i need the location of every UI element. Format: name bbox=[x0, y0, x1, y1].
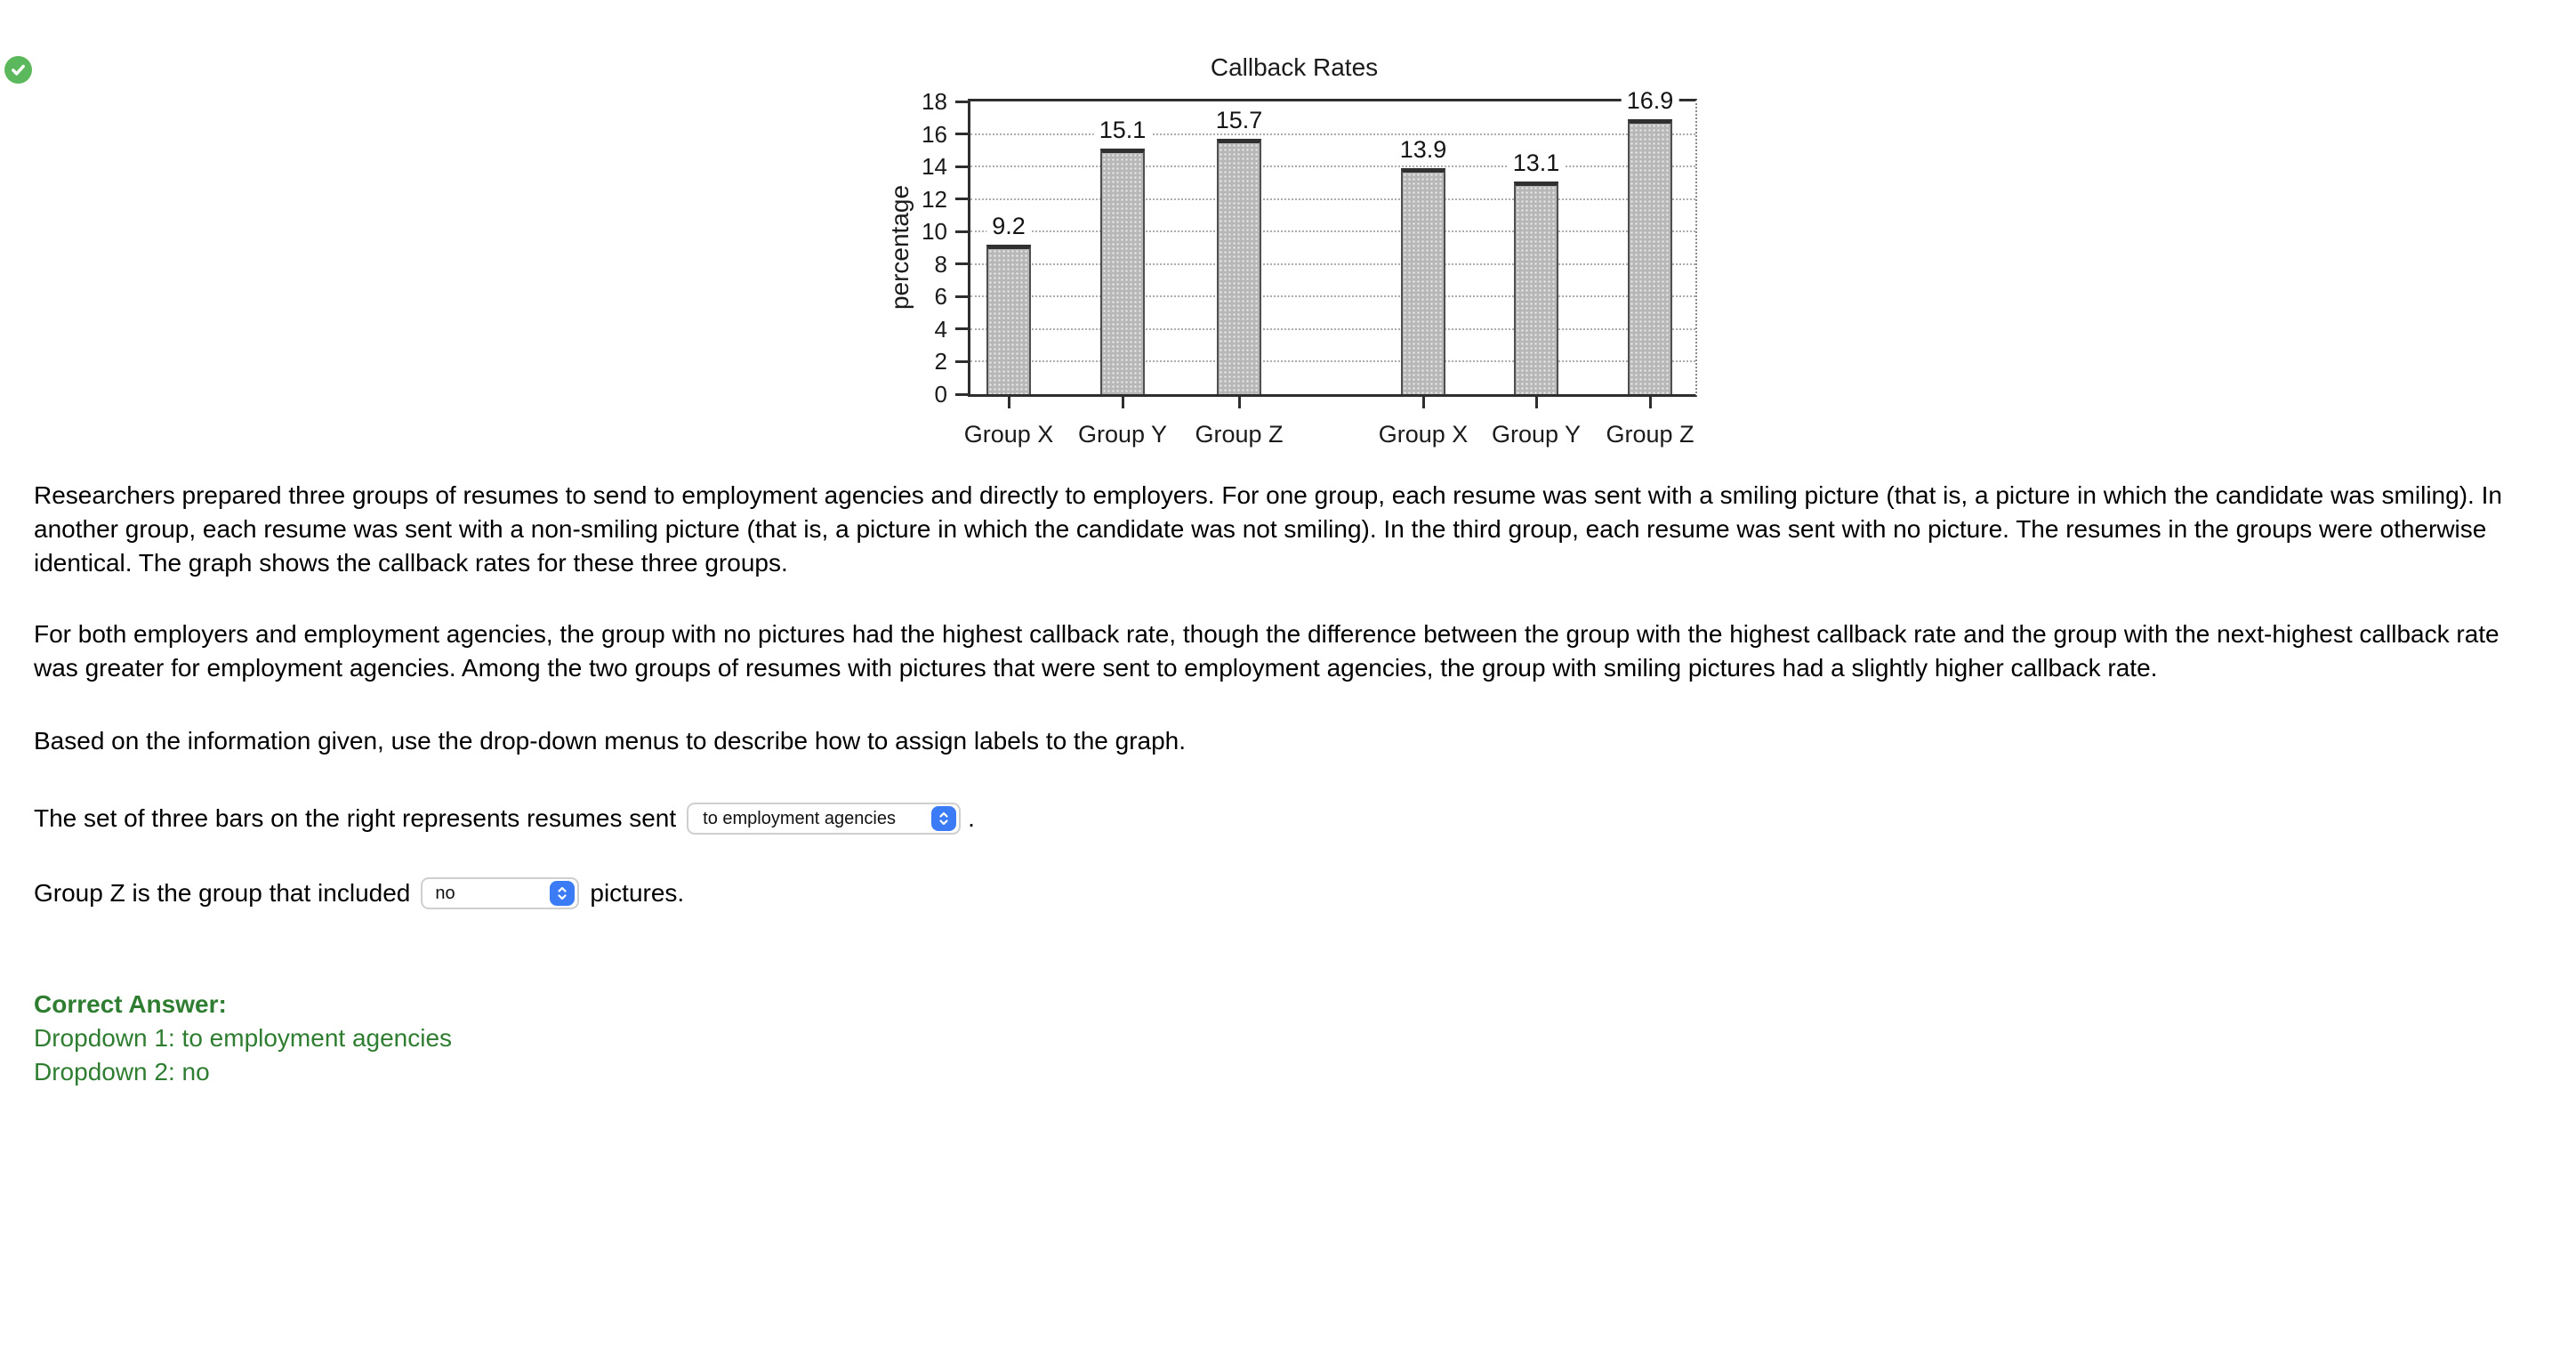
question-2-suffix: pictures. bbox=[590, 879, 685, 907]
instruction-paragraph: Based on the information given, use the drop-down menus to describe how to assign labels to the graph. bbox=[34, 727, 1187, 755]
dropdown-1-value: to employment agencies bbox=[703, 809, 896, 828]
correct-answer-line-1: Dropdown 1: to employment agencies bbox=[34, 1024, 453, 1052]
gridline bbox=[970, 133, 1695, 135]
intro-paragraph: Researchers prepared three groups of resumes to send to employment agencies and directly to employers. For one group, each resume was sent with a smiling picture (that is, a picture in which the candidate was smiling). In another group, each resume was sent with a non-smiling picture (that is, a picture in which the candidate was not smiling). In the third group, each resume was sent with no picture. The resumes in the groups were otherwise identical. The graph shows the callback rates for these three groups. bbox=[34, 481, 2502, 577]
correct-answer-line-2: Dropdown 2: no bbox=[34, 1058, 210, 1086]
checkmark-glyph bbox=[9, 61, 28, 79]
y-tick-label: 16 bbox=[922, 120, 947, 148]
y-axis-tick bbox=[955, 198, 968, 200]
plot-area bbox=[968, 87, 1697, 397]
x-axis-tick bbox=[1535, 397, 1538, 408]
bar-value-label: 15.1 bbox=[1094, 117, 1152, 143]
chevron-up-down-icon bbox=[550, 881, 575, 906]
gridline bbox=[970, 230, 1695, 232]
y-tick-label: 10 bbox=[922, 218, 947, 246]
x-category-label: Group Y bbox=[1077, 421, 1168, 448]
y-tick-label: 4 bbox=[934, 315, 947, 343]
bar bbox=[1401, 168, 1445, 394]
y-axis-tick bbox=[955, 393, 968, 396]
question-1-prefix: The set of three bars on the right represents resumes sent bbox=[34, 804, 677, 832]
question-row-2 bbox=[34, 874, 2546, 913]
y-tick-label: 14 bbox=[922, 153, 947, 181]
bar-value-label: 13.1 bbox=[1508, 149, 1566, 176]
y-axis-tick bbox=[955, 230, 968, 233]
callback-rates-chart bbox=[881, 44, 1708, 463]
y-tick-label: 2 bbox=[934, 348, 947, 375]
x-category-label: Group X bbox=[1378, 421, 1469, 448]
y-tick-label: 8 bbox=[934, 250, 947, 278]
chart-title: Callback Rates bbox=[1210, 53, 1379, 81]
x-axis-tick bbox=[1008, 397, 1010, 408]
x-category-label: Group Z bbox=[1195, 421, 1284, 448]
bar-value-label: 15.7 bbox=[1211, 107, 1268, 133]
y-axis-tick bbox=[955, 133, 968, 135]
x-category-label: Group X bbox=[963, 421, 1054, 448]
description-paragraph: For both employers and employment agencies, the group with no pictures had the highest callback rate, though the difference between the group with the highest callback rate and the group with the next-highest callback rate was greater for employment agencies. Among the two groups of resumes with pictures that were sent to employment agencies, the group with smiling pictures had a slightly higher callback rate. bbox=[34, 620, 2500, 682]
x-axis-tick bbox=[1649, 397, 1652, 408]
x-category-label: Group Y bbox=[1491, 421, 1582, 448]
correct-answer-block bbox=[34, 988, 2546, 1089]
y-tick-label: 18 bbox=[922, 88, 947, 115]
question-2-prefix: Group Z is the group that included bbox=[34, 879, 411, 907]
bar-value-label: 9.2 bbox=[986, 213, 1031, 239]
y-tick-label: 6 bbox=[934, 283, 947, 311]
dropdown-2-value: no bbox=[435, 884, 455, 903]
correct-answer-heading: Correct Answer: bbox=[34, 990, 227, 1018]
y-axis-title: percentage bbox=[886, 184, 914, 311]
dropdown-2[interactable] bbox=[421, 877, 579, 909]
gridline bbox=[970, 328, 1695, 330]
x-axis-tick bbox=[1422, 397, 1425, 408]
bar-value-label: 16.9 bbox=[1622, 87, 1679, 114]
bar bbox=[1100, 149, 1145, 394]
y-axis-tick bbox=[955, 101, 968, 103]
bar-value-label: 13.9 bbox=[1395, 136, 1453, 163]
y-tick-label: 12 bbox=[922, 185, 947, 213]
y-axis-tick bbox=[955, 165, 968, 168]
gridline bbox=[970, 198, 1695, 200]
x-axis-tick bbox=[1238, 397, 1241, 408]
gridline bbox=[970, 360, 1695, 362]
y-axis-tick bbox=[955, 360, 968, 363]
chevron-up-down-icon bbox=[931, 806, 956, 831]
gridline bbox=[970, 165, 1695, 167]
question-body bbox=[34, 479, 2546, 1089]
question-row-1 bbox=[34, 799, 2546, 838]
x-category-label: Group Z bbox=[1606, 421, 1695, 448]
bar bbox=[1514, 182, 1558, 394]
y-axis-tick bbox=[955, 295, 968, 298]
bar bbox=[1217, 139, 1261, 394]
bar bbox=[1628, 119, 1672, 394]
bar bbox=[986, 245, 1031, 394]
gridline bbox=[970, 295, 1695, 297]
y-axis-tick bbox=[955, 262, 968, 265]
gridline bbox=[970, 263, 1695, 265]
question-1-suffix: . bbox=[968, 804, 975, 832]
y-tick-label: 0 bbox=[934, 381, 947, 408]
x-axis-tick bbox=[1122, 397, 1124, 408]
y-axis-tick bbox=[955, 327, 968, 330]
dropdown-1[interactable] bbox=[687, 803, 961, 835]
correct-check-icon bbox=[4, 56, 32, 84]
